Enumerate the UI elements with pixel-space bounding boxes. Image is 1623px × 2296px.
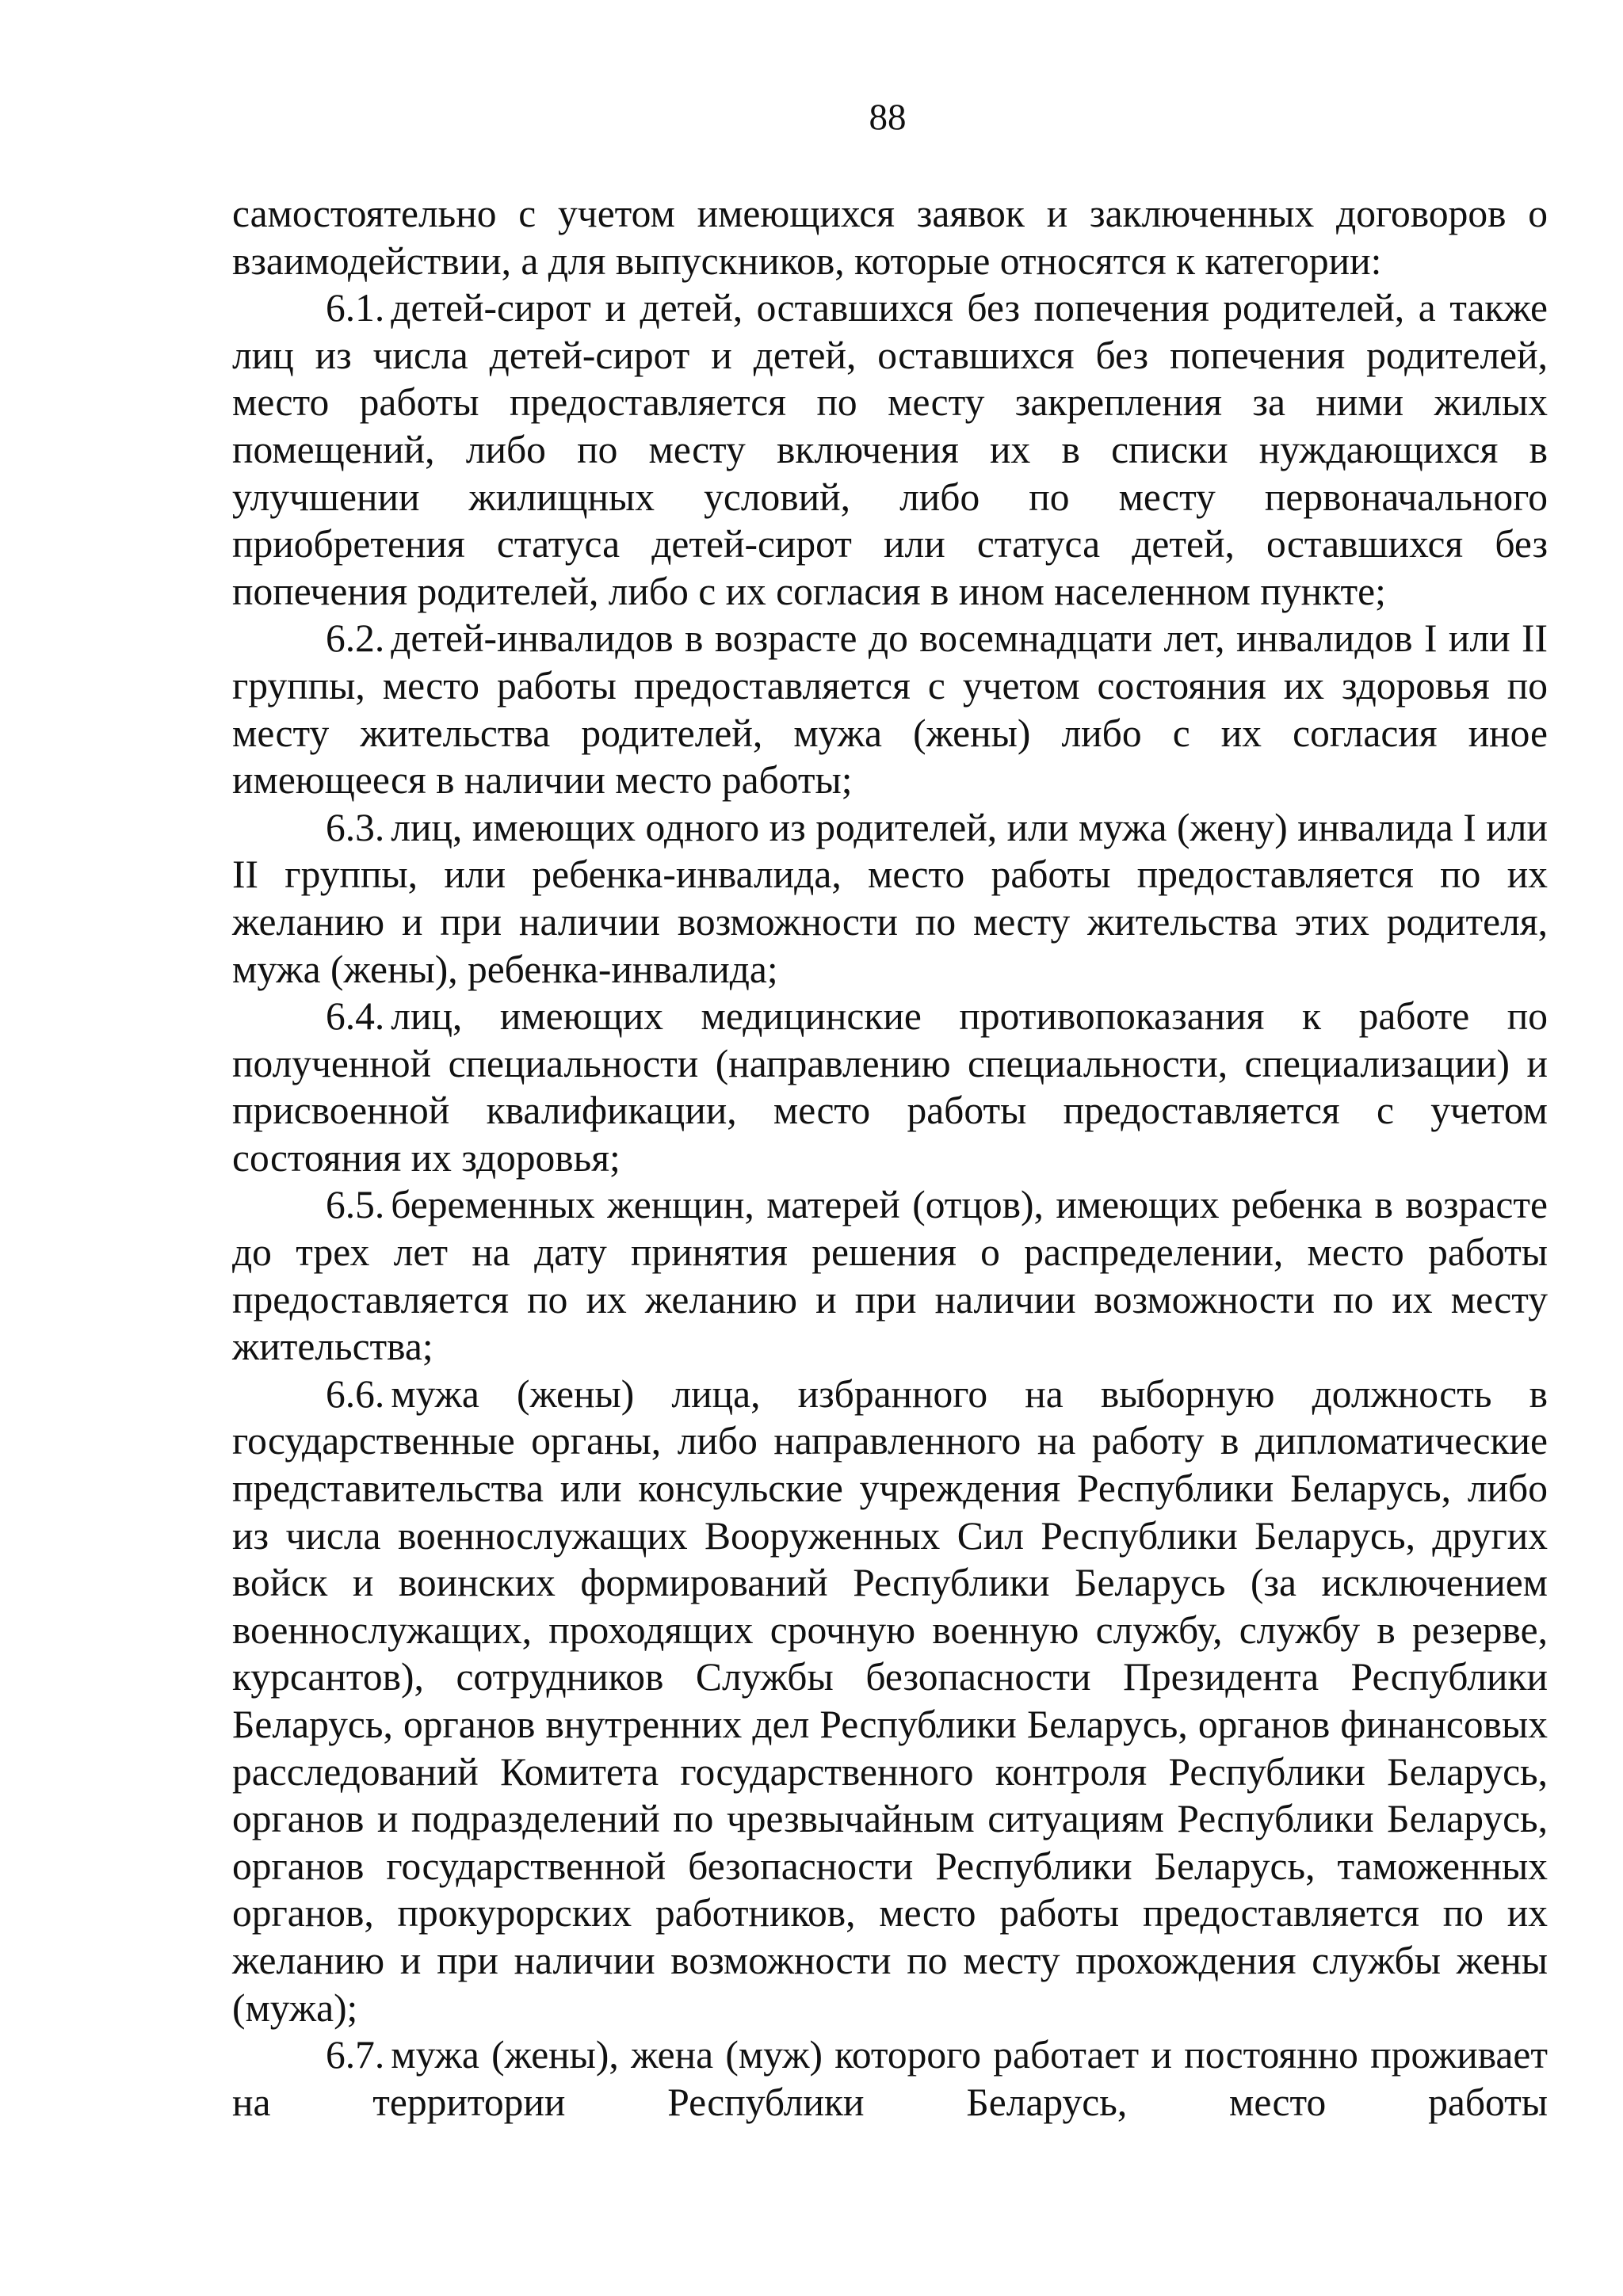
paragraph-intro bbox=[232, 190, 1548, 284]
paragraph-6-3 bbox=[232, 804, 1548, 993]
item-number: 6.3. bbox=[326, 805, 385, 849]
item-number: 6.2. bbox=[326, 616, 385, 661]
paragraph-text: детей-инвалидов в возрасте до восемнадцати лет, инвалидов I или II группы, место работы предоставляется с учетом состояния их здоровья по месту жительства родителей, мужа (жены) либо с их согласия иное имеющееся в наличии место работы; bbox=[232, 616, 1548, 803]
paragraph-text: мужа (жены) лица, избранного на выборную должность в государственные органы, либо направленного на работу в дипломатические представительства или консульские учреждения Республики Беларусь, либо из числа военнослужащих Вооруженных Сил Республики Беларусь, других войск и воинских формирований Республики Беларусь (за исключением военнослужащих, проходящих срочную военную службу, службу в резерве, курсантов), сотрудников Службы безопасности Президента Республики Беларусь, органов внутренних дел Республики Беларусь, органов финансовых расследований Комитета государственного контроля Республики Беларусь, органов и подразделений по чрезвычайным ситуациям Республики Беларусь, органов государственной безопасности Республики Беларусь, таможенных органов, прокурорских работников, место работы предоставляется по их желанию и при наличии возможности по месту прохождения службы жены (мужа); bbox=[232, 1371, 1548, 2030]
item-number: 6.1. bbox=[326, 286, 385, 330]
paragraph-text: детей-сирот и детей, оставшихся без попечения родителей, а также лиц из числа детей-сирот и детей, оставшихся без попечения родителей, место работы предоставляется по месту закрепления за ними жилых помещений, либо по месту включения их в списки нуждающихся в улучшении жилищных условий, либо по месту первоначального приобретения статуса детей-сирот или статуса детей, оставшихся без попечения родителей, либо с их согласия в ином населенном пункте; bbox=[232, 286, 1548, 613]
paragraph-text: мужа (жены), жена (муж) которого работает и постоянно проживает на территории Республики Беларусь, место работы bbox=[232, 2033, 1548, 2124]
paragraph-6-5 bbox=[232, 1181, 1548, 1370]
paragraph-6-6 bbox=[232, 1371, 1548, 2031]
page-number: 88 bbox=[869, 97, 907, 138]
paragraph-text: беременных женщин, матерей (отцов), имеющих ребенка в возрасте до трех лет на дату принятия решения о распределении, место работы предоставляется по их желанию и при наличии возможности по их месту жительства; bbox=[232, 1183, 1548, 1369]
item-number: 6.5. bbox=[326, 1183, 385, 1227]
paragraph-text: лиц, имеющих одного из родителей, или мужа (жену) инвалида I или II группы, или ребенка-инвалида, место работы предоставляется по их желанию и при наличии возможности по месту жительства этих родителя, мужа (жены), ребенка-инвалида; bbox=[232, 805, 1548, 991]
paragraph-text: самостоятельно с учетом имеющихся заявок и заключенных договоров о взаимодействии, а для выпускников, которые относятся к категории: bbox=[232, 192, 1548, 283]
paragraph-6-1 bbox=[232, 284, 1548, 615]
item-number: 6.4. bbox=[326, 994, 385, 1039]
paragraph-text: лиц, имеющих медицинские противопоказания к работе по полученной специальности (направлению специальности, специализации) и присвоенной квалификации, место работы предоставляется с учетом состояния их здоровья; bbox=[232, 994, 1548, 1180]
paragraph-6-7 bbox=[232, 2031, 1548, 2126]
paragraph-6-2 bbox=[232, 615, 1548, 803]
item-number: 6.7. bbox=[326, 2033, 385, 2077]
item-number: 6.6. bbox=[326, 1371, 385, 1416]
document-body bbox=[232, 190, 1548, 2126]
paragraph-6-4 bbox=[232, 993, 1548, 1181]
